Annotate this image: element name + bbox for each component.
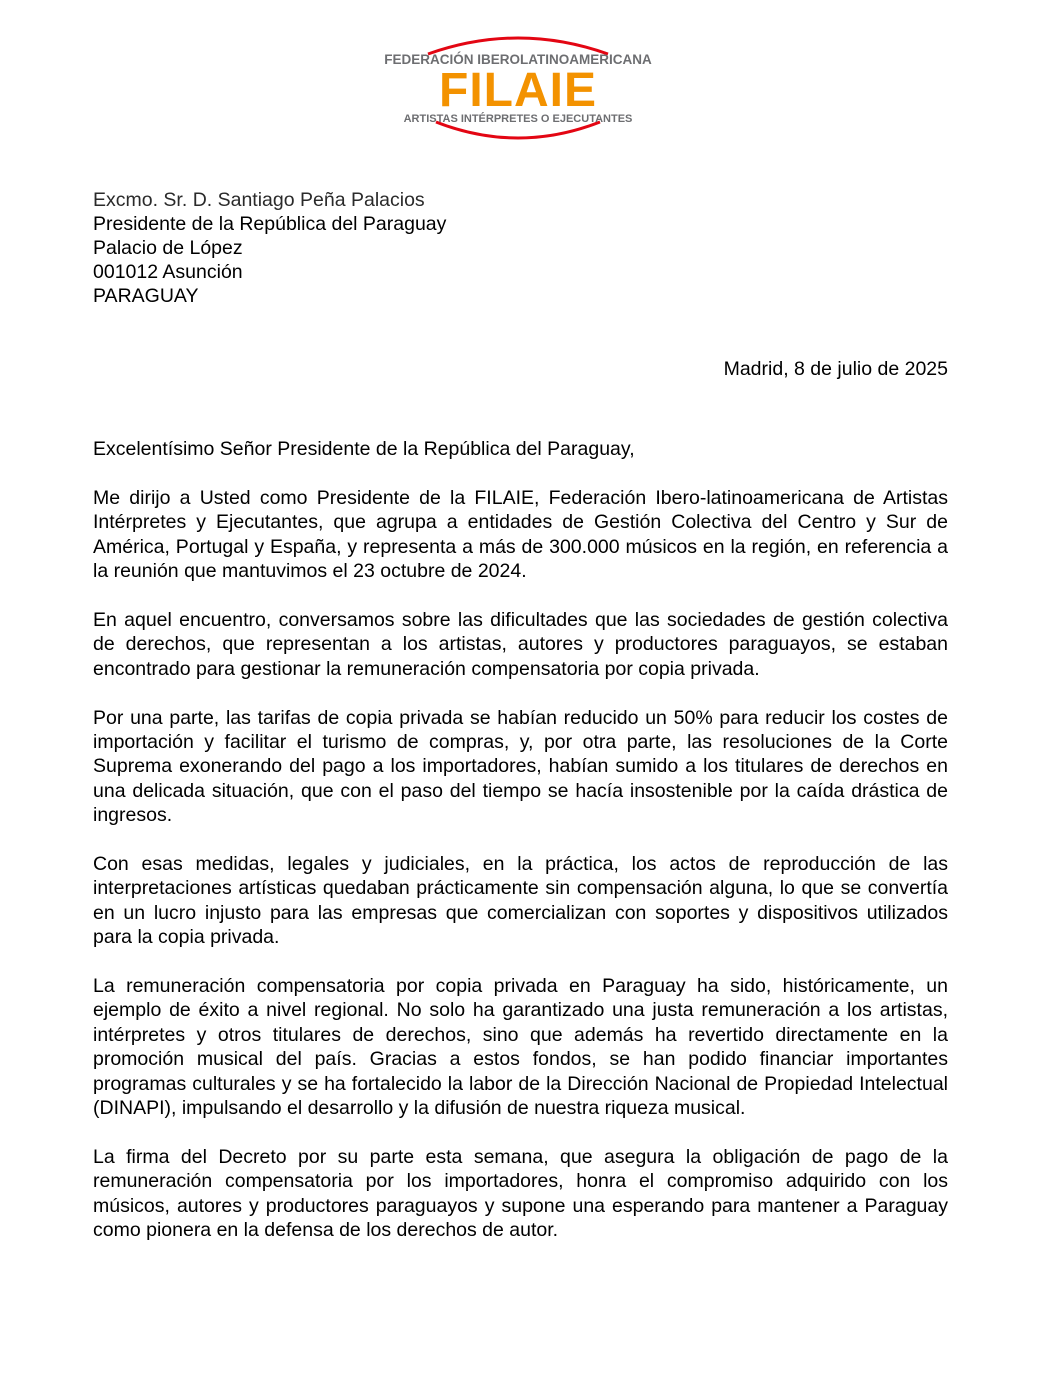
filaie-logo-graphic <box>384 36 652 144</box>
letter-date: Madrid, 8 de julio de 2025 <box>723 358 948 380</box>
body-paragraph: La remuneración compensatoria por copia privada en Paraguay ha sido, históricamente, un ejemplo de éxito a nivel regional. No solo ha garantizado una justa remuneración a los artistas, intérpretes y otros titulares de derechos, sino que además ha revertido directamente en la promoción musical del país. Gracias a estos fondos, se han podido financiar importantes programas culturales y se ha fortalecido la labor de la Dirección Nacional de Propiedad Intelectual (DINAPI), impulsando el desarrollo y la difusión de nuestra riqueza musical. <box>93 975 948 1120</box>
body-paragraph: Me dirijo a Usted como Presidente de la FILAIE, Federación Ibero-latinoamericana de Artistas Intérpretes y Ejecutantes, que agrupa a entidades de Gestión Colectiva del Centro y Sur de América, Portugal y España, y representa a más de 300.000 músicos en la región, en referencia a la reunión que mantuvimos el 23 octubre de 2024. <box>93 487 948 583</box>
recipient-line-title: Presidente de la República del Paraguay <box>93 213 447 235</box>
recipient-line-country: PARAGUAY <box>93 285 199 307</box>
body-paragraph: En aquel encuentro, conversamos sobre las dificultades que las sociedades de gestión colectiva de derechos, que representan a los artistas, autores y productores paraguayos, se estaban encontrado para gestionar la remuneración compensatoria por copia privada. <box>93 609 948 680</box>
logo-bottom-text: ARTISTAS INTÉRPRETES O EJECUTANTES <box>403 113 633 125</box>
body-paragraph: Con esas medidas, legales y judiciales, en la práctica, los actos de reproducción de las interpretaciones artísticas quedaban prácticamente sin compensación alguna, lo que se convertía en un lucro injusto para las empresas que comercializan con soportes y dispositivos utilizados para la copia privada. <box>93 853 948 949</box>
logo-main-text: FILAIE <box>439 64 597 117</box>
letter-salutation: Excelentísimo Señor Presidente de la República del Paraguay, <box>93 438 635 460</box>
recipient-address <box>93 188 446 308</box>
filaie-logo <box>384 36 652 144</box>
logo-top-text: FEDERACIÓN IBEROLATINOAMERICANA <box>384 52 652 67</box>
recipient-line-name: Excmo. Sr. D. Santiago Peña Palacios <box>93 189 425 211</box>
letter-body <box>93 486 948 1267</box>
body-paragraph: La firma del Decreto por su parte esta semana, que asegura la obligación de pago de la remuneración compensatoria por los importadores, honra el compromiso adquirido con los músicos, autores y productores paraguayos y supone una esperando para mantener a Paraguay como pionera en la defensa de los derechos de autor. <box>93 1145 948 1242</box>
recipient-line-city: 001012 Asunción <box>93 261 243 283</box>
recipient-line-building: Palacio de López <box>93 237 243 259</box>
body-paragraph: Por una parte, las tarifas de copia privada se habían reducido un 50% para reducir los costes de importación y facilitar el turismo de compras, y, por otra parte, las resoluciones de la Corte Suprema exonerando del pago a los importadores, habían sumido a los titulares de derechos en una delicada situación, que con el paso del tiempo se hacía insostenible por la caída drástica de ingresos. <box>93 706 948 827</box>
